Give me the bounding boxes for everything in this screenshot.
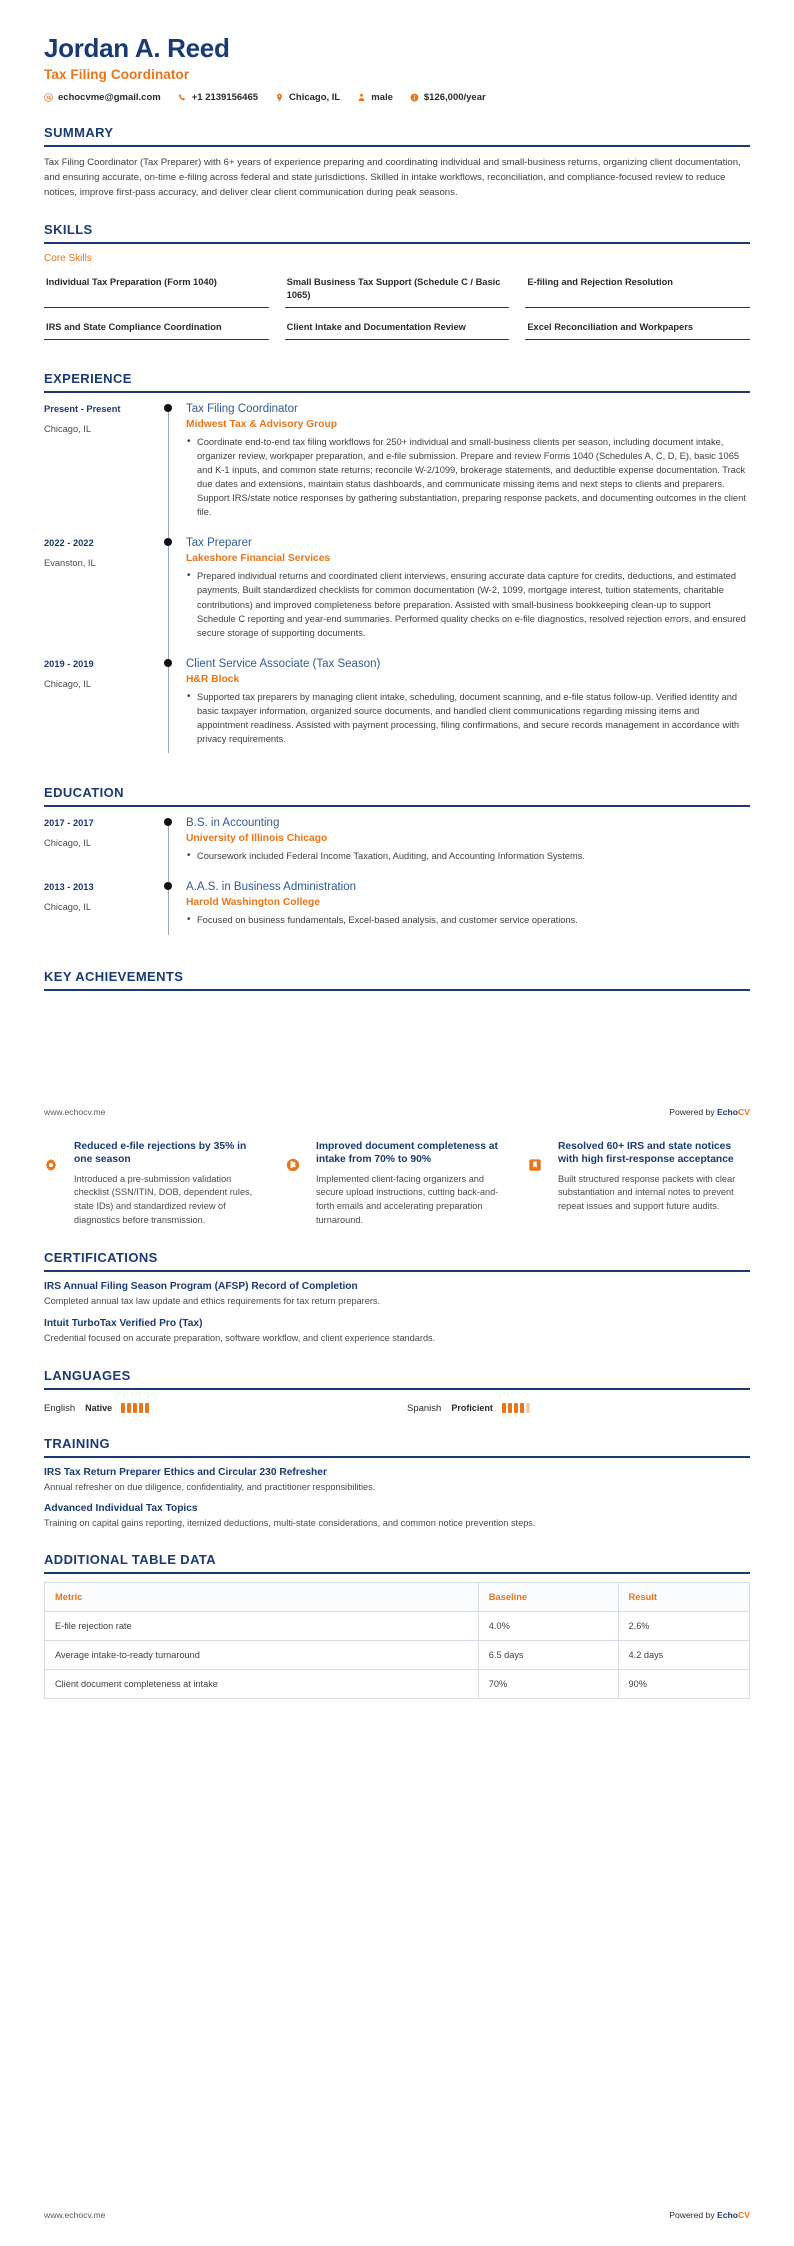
table-cell: 70% [478, 1670, 618, 1699]
language-item [407, 1403, 750, 1414]
bullet-item: • Prepared individual returns and coordinated client interviews, ensuring accurate data capture for credits, deductions, and estimated payments. Built standardized checklists for common documentation (W-2, 1099, mortgage interest, tuition statements, charitable contributions) and improved completeness before preparation. Assisted with small-business bookkeeping clean-up to support Schedule C reporting and year-end summaries. Performed quality checks on e-file diagnostics, resolved rejection errors, and ensured secure storage of supporting documents. [186, 569, 750, 640]
table-cell: E-file rejection rate [45, 1612, 479, 1641]
training-name: IRS Tax Return Preparer Ethics and Circular 230 Refresher [44, 1466, 327, 1478]
training-item [44, 1467, 750, 1494]
experience-role: Tax Filing Coordinator [186, 402, 298, 415]
contact-location[interactable] [275, 92, 340, 103]
contact-row [44, 92, 750, 103]
contact-salary-value: $126,000/year [423, 91, 486, 103]
section-training [44, 1436, 750, 1531]
skill-item: IRS and State Compliance Coordination [44, 317, 269, 340]
timeline-rail [164, 816, 186, 880]
email-icon [44, 93, 53, 102]
experience-bullets [186, 569, 750, 640]
section-skills [44, 222, 750, 348]
experience-organization: Midwest Tax & Advisory Group [186, 418, 338, 430]
experience-entry [44, 536, 750, 657]
experience-location: Chicago, IL [44, 678, 92, 689]
skills-heading: SKILLS [44, 222, 93, 238]
phone-icon [178, 93, 187, 102]
education-degree: B.S. in Accounting [186, 817, 280, 830]
achievement-card [286, 1140, 508, 1228]
achievement-title: Resolved 60+ IRS and state notices with high first-response acceptance [558, 1140, 734, 1166]
table-cell: Average intake-to-ready turnaround [45, 1641, 479, 1670]
bullet-item: • Coursework included Federal Income Taxation, Auditing, and Accounting Information Systems. [186, 849, 750, 863]
footer-website[interactable]: www.echocv.me [44, 2210, 106, 2220]
experience-date: 2019 - 2019 [44, 658, 94, 669]
language-level-bars [121, 1403, 149, 1413]
table-header-row [45, 1583, 750, 1612]
language-level: Native [85, 1403, 113, 1414]
education-degree: A.A.S. in Business Administration [186, 881, 357, 894]
experience-location: Chicago, IL [44, 423, 92, 434]
education-heading: EDUCATION [44, 785, 124, 801]
table-row [45, 1612, 750, 1641]
additional-table-divider [44, 1572, 750, 1574]
language-level: Proficient [451, 1403, 493, 1414]
achievement-title: Reduced e-file rejections by 35% in one season [74, 1140, 247, 1166]
experience-organization: Lakeshore Financial Services [186, 553, 331, 565]
table-column-header: Result [618, 1583, 749, 1612]
footer-brand-echo: Echo [717, 1107, 739, 1117]
coin-icon [286, 1140, 308, 1228]
bookmark-icon [528, 1140, 550, 1228]
skills-grid [44, 272, 750, 348]
training-description: Annual refresher on due diligence, confidentiality, and practitioner responsibilities. [44, 1481, 376, 1492]
bullet-item: • Supported tax preparers by managing client intake, scheduling, document scanning, and e-file status follow-up. Verified identity and basic taxpayer information, organized source documents, and handled client communications regarding missing items and appointment readiness. Assisted with payment processing, filing confirmations, and secure records management in accordance with privacy requirements. [186, 690, 750, 747]
table-cell: 4.0% [478, 1612, 618, 1641]
experience-bullets [186, 435, 750, 520]
skill-item: E-filing and Rejection Resolution [525, 272, 750, 307]
certifications-heading: CERTIFICATIONS [44, 1249, 158, 1265]
education-school: Harold Washington College [186, 897, 321, 909]
timeline-rail [164, 536, 186, 657]
education-date: 2017 - 2017 [44, 818, 94, 829]
languages-grid [44, 1399, 750, 1414]
table-column-header: Metric [45, 1583, 479, 1612]
timeline-dot [164, 659, 172, 667]
timeline-rail [164, 880, 186, 944]
section-key-achievements [44, 969, 750, 991]
salary-icon [410, 93, 419, 102]
section-certifications [44, 1250, 750, 1346]
certification-name: Intuit TurboTax Verified Pro (Tax) [44, 1318, 203, 1330]
footer-powered-label: Powered by [669, 1107, 718, 1117]
contact-email-value: echocvme@gmail.com [58, 91, 161, 103]
experience-role: Client Service Associate (Tax Season) [186, 657, 381, 670]
training-item [44, 1503, 750, 1530]
education-bullets [186, 913, 750, 927]
timeline-rail [164, 402, 186, 537]
timeline-dot [164, 818, 172, 826]
achievement-card [528, 1140, 750, 1228]
key-achievements-grid [44, 1140, 750, 1228]
page-footer-top [0, 1107, 794, 1117]
table-cell: 90% [618, 1670, 749, 1699]
achievement-card [44, 1140, 266, 1228]
footer-website[interactable]: www.echocv.me [44, 1107, 106, 1117]
achievement-description: Introduced a pre-submission validation checklist (SSN/ITIN, DOB, dependent rules, state IDs) and standardized review of diagnostics before transmission. [74, 1173, 253, 1226]
footer-brand-echo: Echo [717, 2210, 739, 2220]
resume-header [44, 34, 750, 103]
skill-item: Individual Tax Preparation (Form 1040) [44, 272, 269, 307]
education-entry [44, 880, 750, 944]
timeline-dot [164, 538, 172, 546]
timeline-dot [164, 404, 172, 412]
experience-entry [44, 402, 750, 537]
experience-bullets [186, 690, 750, 747]
page-title: Jordan A. Reed [44, 33, 230, 63]
location-icon [275, 93, 284, 102]
certification-description: Completed annual tax law update and ethics requirements for tax return preparers. [44, 1295, 381, 1306]
table-column-header: Baseline [478, 1583, 618, 1612]
skill-item: Small Business Tax Support (Schedule C / Basic 1065) [285, 272, 510, 307]
contact-salary[interactable] [410, 92, 486, 103]
training-description: Training on capital gains reporting, itemized deductions, multi-state considerations, and common notice prevention steps. [44, 1517, 536, 1528]
certification-item [44, 1281, 750, 1308]
education-location: Chicago, IL [44, 902, 92, 913]
education-date: 2013 - 2013 [44, 882, 94, 893]
achievement-title: Improved document completeness at intake from 70% to 90% [316, 1140, 498, 1166]
page-footer-bottom [0, 2210, 794, 2220]
contact-gender-value: male [371, 91, 393, 103]
table-row [45, 1670, 750, 1699]
section-education [44, 785, 750, 944]
section-languages [44, 1368, 750, 1414]
table-cell: 4.2 days [618, 1641, 749, 1670]
skill-item: Excel Reconciliation and Workpapers [525, 317, 750, 340]
education-bullets [186, 849, 750, 863]
certification-description: Credential focused on accurate preparation, software workflow, and client experience standards. [44, 1333, 436, 1344]
certification-item [44, 1318, 750, 1345]
contact-email[interactable] [44, 92, 161, 103]
bullet-item: • Coordinate end-to-end tax filing workflows for 250+ individual and small-business clients per season, including document intake, organizer review, workpaper preparation, and e-file submission. Prepare and review Forms 1040 (Schedules A, C, D, E), basic 1065 and K-1 inputs, and common state returns; reconcile W-2/1099, brokerage statements, and deductible expense documentation. Track due dates and extensions, maintain status dashboards, and communicate missing items and next steps to clients and preparers. Support IRS/state notice responses by gathering substantiation, preparing response packets, and documenting outcomes in the client file. [186, 435, 750, 520]
footer-powered-label: Powered by [669, 2210, 718, 2220]
training-name: Advanced Individual Tax Topics [44, 1502, 198, 1514]
education-entry [44, 816, 750, 880]
footer-brand [669, 1107, 750, 1117]
footer-brand-cv: CV [738, 2210, 750, 2220]
experience-organization: H&R Block [186, 673, 240, 685]
education-school: University of Illinois Chicago [186, 833, 328, 845]
section-additional-table [44, 1552, 750, 1699]
language-name: English [44, 1402, 76, 1414]
summary-paragraph: Tax Filing Coordinator (Tax Preparer) with 6+ years of experience preparing and coordinating individual and small-business returns, organizing client documentation, and ensuring accurate, on-time e-filing across federal and state jurisdictions. Skilled in intake workflows, reconciliation, and compliance-focused review to reduce notices, improve first-pass accuracy, and deliver clear client communication during peak seasons. [44, 156, 741, 198]
language-item [44, 1403, 387, 1414]
experience-role: Tax Preparer [186, 537, 252, 550]
summary-heading: SUMMARY [44, 124, 114, 140]
contact-gender[interactable] [357, 92, 393, 103]
education-location: Chicago, IL [44, 838, 92, 849]
languages-heading: LANGUAGES [44, 1367, 131, 1383]
key-achievements-heading: KEY ACHIEVEMENTS [44, 968, 184, 984]
additional-data-table [44, 1582, 750, 1699]
experience-date: Present - Present [44, 403, 121, 414]
achievement-description: Built structured response packets with clear substantiation and internal notes to prevent repeat issues and support future audits. [558, 1173, 736, 1212]
skills-group-label: Core Skills [44, 253, 92, 265]
additional-table-heading: ADDITIONAL TABLE DATA [44, 1552, 217, 1568]
gear-icon [44, 1140, 66, 1228]
contact-location-value: Chicago, IL [289, 91, 341, 103]
skill-item: Client Intake and Documentation Review [285, 317, 510, 340]
certification-name: IRS Annual Filing Season Program (AFSP) Record of Completion [44, 1280, 358, 1292]
experience-heading: EXPERIENCE [44, 370, 132, 386]
footer-brand [669, 2210, 750, 2220]
table-cell: Client document completeness at intake [45, 1670, 479, 1699]
language-level-bars [502, 1403, 530, 1413]
table-cell: 6.5 days [478, 1641, 618, 1670]
experience-entry [44, 657, 750, 763]
training-heading: TRAINING [44, 1435, 111, 1451]
section-experience [44, 371, 750, 764]
contact-phone-value: +1 2139156465 [191, 91, 259, 103]
header-job-title: Tax Filing Coordinator [44, 66, 190, 82]
experience-location: Evanston, IL [44, 558, 96, 569]
table-cell: 2.6% [618, 1612, 749, 1641]
timeline-rail [164, 657, 186, 763]
bullet-item: • Focused on business fundamentals, Excel-based analysis, and customer service operations. [186, 913, 750, 927]
section-summary [44, 125, 750, 201]
contact-phone[interactable] [178, 92, 258, 103]
table-row [45, 1641, 750, 1670]
experience-date: 2022 - 2022 [44, 538, 94, 549]
language-name: Spanish [407, 1402, 442, 1414]
timeline-dot [164, 882, 172, 890]
achievement-description: Implemented client-facing organizers and secure upload instructions, cutting back-and-forth emails and accelerating preparation turnaround. [316, 1173, 499, 1226]
footer-brand-cv: CV [738, 1107, 750, 1117]
person-icon [357, 93, 366, 102]
